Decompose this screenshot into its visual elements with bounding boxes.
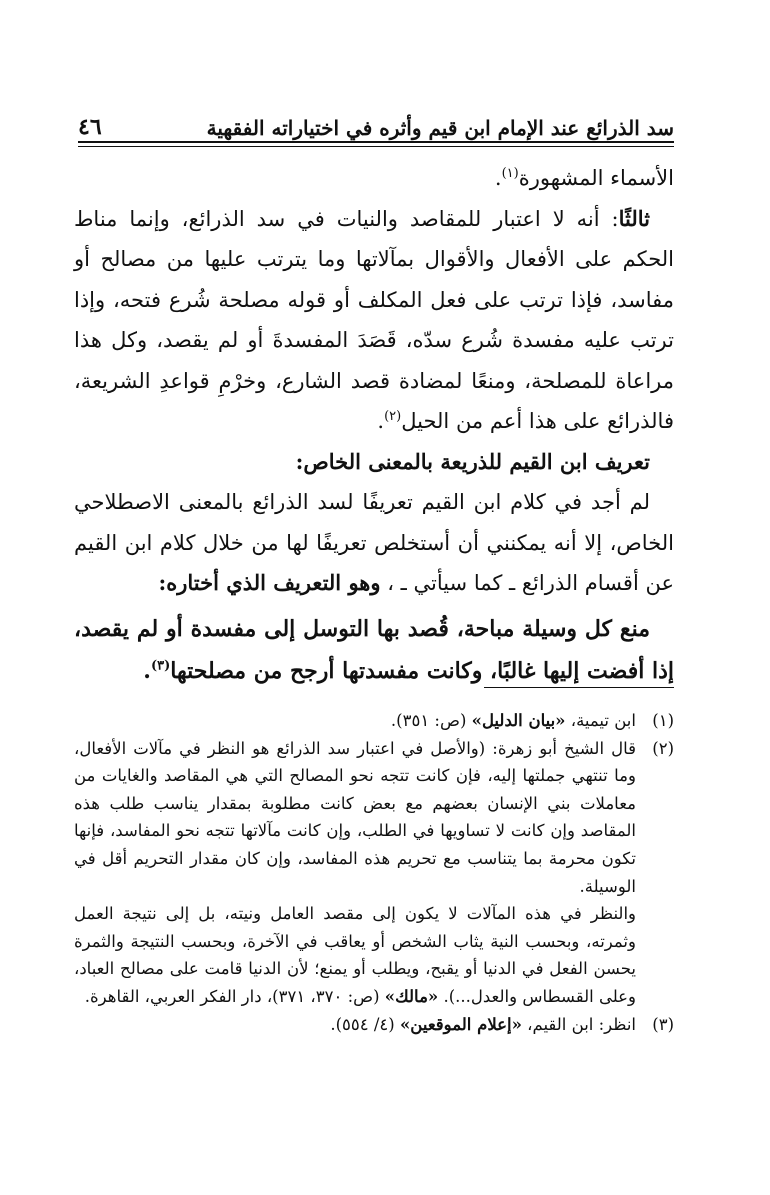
- definition-statement: [74, 608, 674, 692]
- paragraph-bold-tail: وهو التعريف الذي أختاره:: [158, 570, 381, 595]
- paragraph-text: : أنه لا اعتبار للمقاصد والنيات في سد الذرائع، وإنما مناط الحكم على الأفعال والأقوال بمآلاتها وما يترتب عليها من مصالح أو مفاسد، فإذا ترتب على فعل المكلف أو قوله مصلحة شُرع فتحه، وإذا ترتب عليه مفسدة شُرع سدّه، قَصَدَ المفسدةَ أو لم يقصد، وكل هذا مراعاة للمصلحة، ومنعًا لمضادة قصد الشارع، وخرْمِ قواعدِ الشريعة، فالذرائع على هذا أعم من الحيل: [74, 206, 674, 433]
- footnote-book-title: «إعلام الموقعين»: [399, 1014, 522, 1034]
- footnote-number: (٢): [652, 738, 674, 758]
- footnote-citation: (ص: ٣٥١).: [390, 711, 472, 730]
- footnote-text: ابن تيمية،: [565, 711, 636, 730]
- footnote-2: [74, 735, 674, 1011]
- footnote-number: (٣): [652, 1014, 674, 1034]
- footnote-citation: (٤/ ٥٥٤).: [330, 1014, 400, 1034]
- paragraph-text: الأسماء المشهورة: [518, 166, 674, 190]
- footnote-3: [74, 1011, 674, 1039]
- footnote-citation: (ص: ٣٧٠، ٣٧١)، دار الفكر العربي، القاهرة.: [84, 986, 385, 1006]
- paragraph-label: ثالثًا: [618, 205, 650, 231]
- footnote-1: [74, 707, 674, 735]
- header-rule-thin: [78, 146, 674, 147]
- paragraph-thirdly: [74, 199, 674, 442]
- page-number: ٤٦: [78, 114, 102, 140]
- section-heading: تعريف ابن القيم للذريعة بالمعنى الخاص:: [295, 448, 650, 474]
- paragraph-end: .: [377, 409, 385, 433]
- footnote-separator: [484, 687, 674, 688]
- footnote-number: (١): [652, 711, 674, 730]
- footnote-ref: (٣): [150, 658, 171, 674]
- header-rule: [78, 141, 674, 143]
- definition-end: .: [143, 657, 151, 684]
- footnote-paragraph: [74, 900, 636, 1010]
- footnote-book-title: «بيان الدليل»: [471, 711, 566, 730]
- paragraph-end: .: [494, 166, 502, 190]
- footnote-ref: (١): [501, 166, 519, 181]
- footnote-paragraph: قال الشيخ أبو زهرة: (والأصل في اعتبار سد الذرائع هو النظر في مآلات الأفعال، وما تنتهي جملتها إليه، فإن كانت تتجه نحو المصالح التي هي المقاصد والغايات من معاملات بني الإنسان بعضهم مع بعض كانت مطلوبة بمقدار يناسب طلب هذه المقاصد وإن كانت لا تساويها في الطلب، وإن كانت مآلاتها تتجه نحو المفاسد، فإنها تكون محرمة بما يتناسب مع تحريم هذه المفاسد، وإن كان مقدار التحريم أقل في الوسيلة.: [74, 738, 637, 896]
- footnote-book-title: «مالك»: [384, 986, 439, 1006]
- footnote-text: انظر: ابن القيم،: [521, 1014, 636, 1034]
- footnote-ref: (٢): [384, 409, 402, 424]
- paragraph-definition-intro: [74, 482, 674, 604]
- main-text: [74, 158, 674, 692]
- definition-text: منع كل وسيلة مباحة، قُصد بها التوسل إلى مفسدة أو لم يقصد، إذا أفضت إليها غالبًا، وكانت مفسدتها أرجح من مصلحتها: [74, 615, 674, 684]
- running-title: سد الذرائع عند الإمام ابن قيم وأثره في اختياراته الفقهية: [206, 116, 674, 140]
- page-header: [78, 100, 674, 140]
- paragraph-continuation: [74, 158, 674, 199]
- paragraph-text: لم أجد في كلام ابن القيم تعريفًا لسد الذرائع بالمعنى الاصطلاحي الخاص، إلا أنه يمكنني أن أستخلص تعريفًا لها من خلال كلام ابن القيم عن أقسام الذرائع ـ كما سيأتي ـ ،: [74, 490, 674, 595]
- footnote-text: والنظر في هذه المآلات لا يكون إلى مقصد العامل ونيته، بل إلى نتيجة العمل وثمرته، وبحسب النية يثاب الشخص أو يعاقب في الآخرة، وبحسب النتيجة والثمرة يحسن الفعل في الدنيا أو يقبح، ويطلب أو يمنع؛ لأن الدنيا قامت على مصالح العباد، وعلى القسطاس والعدل...).: [74, 904, 636, 1006]
- footnotes: [74, 707, 674, 1038]
